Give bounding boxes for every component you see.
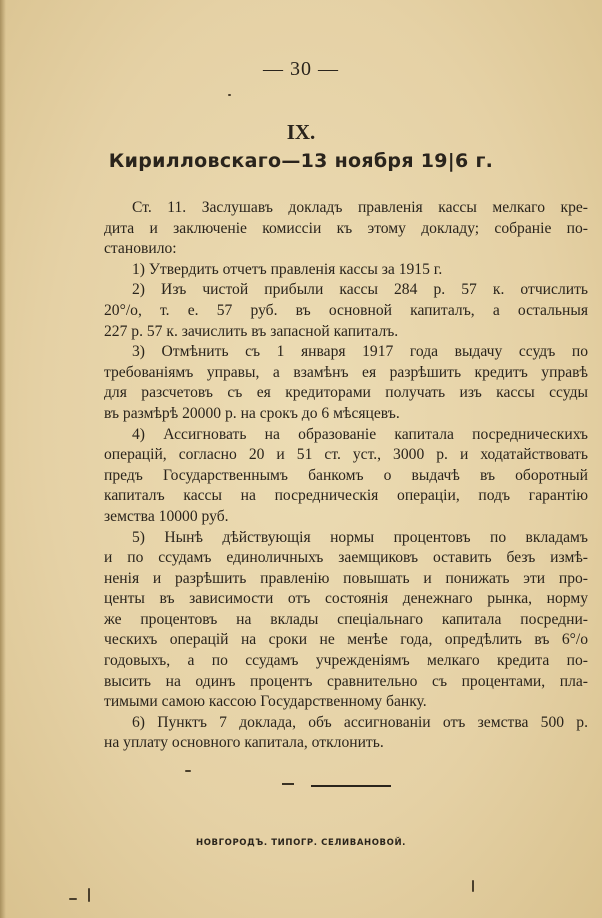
text-line: 227 р. 57 к. зачислить въ запасной капиталъ.: [104, 322, 399, 340]
text-line: операцій, согласно 20 и 51 ст. уст., 3000 р. и ходатайствовать: [104, 446, 588, 464]
text-line: 20°/о, т. е. 57 руб. въ основной капиталъ, а остальныя: [104, 301, 588, 319]
text-line: ненія и разрѣшить правленію повышать и понижать эти про-: [104, 569, 588, 587]
text-line: Ст. 11. Заслушавъ докладъ правленія кассы мелкаго кре-: [132, 199, 588, 216]
text-line: ческихъ операцій на сроки не менѣе года, опредѣлить въ 6°/о: [104, 631, 588, 649]
text-line: дита и заключеніе комиссіи къ этому докладу; собраніе по-: [104, 219, 588, 237]
text-line: для разсчетовъ съ ея кредиторами получать изъ кассы ссуды: [104, 384, 588, 402]
ink-speck: [69, 898, 77, 900]
text-line: 3) Отмѣнить съ 1 января 1917 года выдачу ссудъ по: [132, 343, 588, 361]
resolution-text: [104, 198, 588, 754]
stray-dash-mark: [282, 783, 294, 785]
text-line: 5) Нынѣ дѣйствующія нормы процентовъ по вкладамъ: [132, 528, 588, 546]
text-line: требованіямъ управы, а взамѣнъ ея разрѣшить кредитъ управѣ: [104, 363, 588, 381]
page-number: — 30 —: [263, 58, 339, 80]
ink-speck: [228, 94, 231, 96]
text-line: годовыхъ, а по ссудамъ учрежденіямъ мелкаго кредита по-: [104, 652, 588, 670]
text-line: центы въ зависимости отъ состоянія денежнаго рынка, норму: [104, 590, 588, 608]
text-line: капиталъ кассы на посредническія операціи, подъ гарантію: [104, 487, 588, 505]
section-divider-rule: [311, 785, 391, 787]
text-line: земства 10000 руб.: [104, 507, 229, 525]
text-line: на уплату основного капитала, отклонить.: [104, 734, 384, 752]
text-line: 4) Ассигновать на образованіе капитала посредническихъ: [132, 425, 588, 443]
section-number: IX.: [286, 120, 316, 144]
text-line: въ размѣрѣ 20000 р. на срокъ до 6 мѣсяцевъ.: [104, 404, 400, 422]
text-line: 1) Утвердить отчетъ правленія кассы за 1915 г.: [132, 260, 443, 278]
text-line: предъ Государственнымъ банкомъ о выдачѣ въ оборотный: [104, 466, 588, 484]
printer-imprint: НОВГОРОДЪ. ТИПОГР. СЕЛИВАНОВОЙ.: [195, 838, 406, 848]
text-line: 6) Пунктъ 7 доклада, объ ассигнованіи отъ земства 500 р.: [132, 713, 588, 731]
text-line: высить на одинъ процентъ сравнительно съ процентами, пла-: [104, 672, 588, 690]
text-line: становило:: [104, 240, 177, 258]
text-line: тимыми самою кассою Государственному банку.: [104, 693, 427, 711]
text-line: же процентовъ на вклады спеціальнаго капитала посредни-: [104, 610, 588, 628]
section-heading: Кирилловскаго—13 ноября 19|6 г.: [108, 150, 494, 172]
ink-speck: [185, 770, 191, 772]
ink-speck: [472, 880, 474, 892]
ink-speck: [88, 888, 90, 902]
text-line: и по ссудамъ единоличныхъ заемщиковъ оставить безъ измѣ-: [104, 549, 588, 567]
text-line: 2) Изъ чистой прибыли кассы 284 р. 57 к. отчислить: [132, 281, 588, 299]
